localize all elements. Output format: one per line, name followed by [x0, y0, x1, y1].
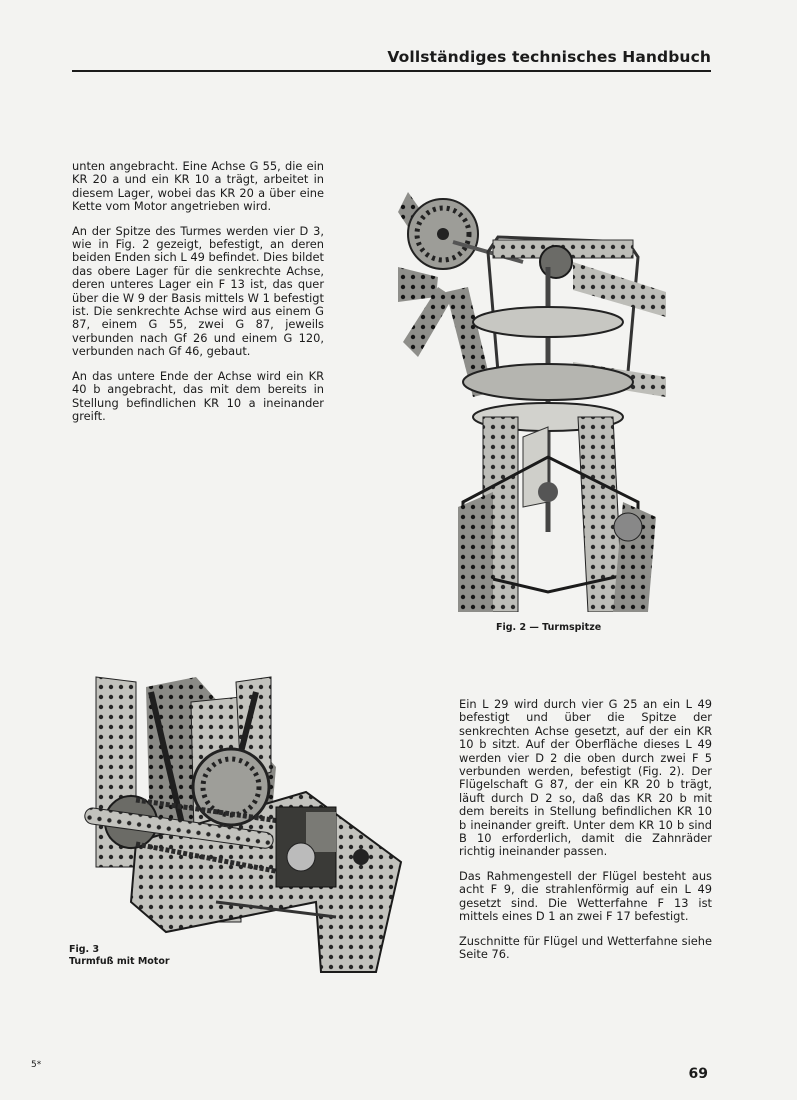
running-header: Vollständiges technisches Handbuch [387, 48, 711, 66]
figure-3-caption [69, 944, 170, 968]
paragraph: Ein L 29 wird durch vier G 25 an ein L 49 befestigt und über die Spitze der senkrechten Achse gesetzt, auf der ein KR 10 b sitzt. Auf der Oberfläche dieses L 49 werden vier D 2 die oben durch zwei F 5 verbunden werden, befestigt (Fig. 2). Der Flügelschaft G 87, der ein KR 20 b trägt, läuft durch D 2 so, daß das KR 20 b mit dem bereits in Stellung befindlichen KR 10 b ineinander greift. Unter dem KR 10 b sind B 10 erforderlich, damit die Zahnräder richtig ineinander passen. [459, 697, 712, 859]
page-number: 69 [688, 1066, 708, 1082]
figure-2-caption: Fig. 2 — Turmspitze [496, 622, 602, 633]
header-rule [72, 70, 711, 72]
paragraph: Zuschnitte für Flügel und Wetterfahne siehe Seite 76. [459, 933, 712, 961]
figure-3-photo [76, 672, 406, 974]
paragraph: Das Rahmengestell der Flügel besteht aus acht F 9, die strahlenförmig auf ein L 49 gesetzt sind. Die Wetterfahne F 13 ist mittels eines D 1 an zwei F 17 befestigt. [459, 868, 712, 924]
figure-2-photo [398, 172, 666, 612]
paragraph: unten angebracht. Eine Achse G 55, die ein KR 20 a und ein KR 10 a trägt, arbeitet in diesem Lager, wobei das KR 20 a über eine Kette vom Motor angetrieben wird. [72, 159, 324, 214]
figure-3-label: Fig. 3 [69, 944, 100, 955]
left-text-column [72, 160, 324, 434]
figure-3-title: Turmfuß mit Motor [69, 956, 170, 967]
sheet-signature-mark: 5* [31, 1060, 42, 1070]
paragraph: An das untere Ende der Achse wird ein KR 40 b angebracht, das mit dem bereits in Stellung befindlichen KR 10 a ineinander greift. [72, 368, 324, 423]
paragraph: An der Spitze des Turmes werden vier D 3, wie in Fig. 2 gezeigt, befestigt, an deren beiden Enden sich L 49 befindet. Dies bildet das obere Lager für die senkrechte Achse, deren unteres Lager ein F 13 ist, das quer über die W 9 der Basis mittels W 1 befestigt ist. Die senkrechte Achse wird aus einem G 87, einem G 55, zwei G 87, jeweils verbunden nach Gf 26 und einem G 120, verbunden nach Gf 46, gebaut. [72, 223, 324, 359]
right-text-column [459, 698, 712, 972]
